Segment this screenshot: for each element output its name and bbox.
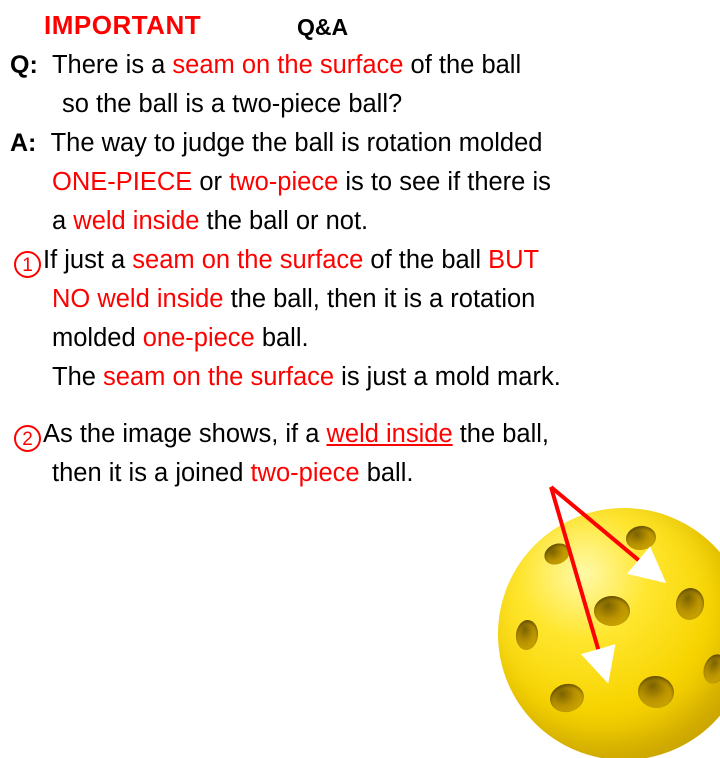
answer-text-line2-end: is to see if there is: [338, 168, 551, 196]
ball-hole: [700, 651, 720, 687]
item1-no-weld: NO weld inside: [52, 285, 224, 313]
question-text-a: There is a: [51, 51, 173, 79]
answer-or: or: [192, 168, 230, 196]
ball-hole: [541, 540, 573, 569]
ball-image: [498, 508, 720, 758]
item1-one-piece: one-piece: [142, 324, 255, 352]
item-1-line-4: [0, 358, 720, 397]
item-2-line-2: [0, 454, 720, 493]
ball-hole: [624, 524, 657, 552]
answer-line-2: [0, 163, 720, 202]
question-text-c: of the ball: [403, 51, 522, 79]
weld-inside-term: weld inside: [73, 207, 200, 235]
circled-number-2: 2: [14, 425, 41, 452]
question-colon: :: [29, 51, 38, 79]
item1-but: BUT: [488, 246, 540, 274]
item1-text-line2-b: the ball, then it is a rotation: [223, 285, 536, 313]
ball-hole: [594, 596, 630, 626]
item1-text-line3-a: molded: [52, 324, 143, 352]
item2-text-c: the ball,: [452, 420, 550, 448]
ball-hole: [547, 681, 586, 715]
item1-text-a: If just a: [43, 246, 133, 274]
item2-text-a: As the image shows, if a: [43, 420, 327, 448]
item2-two-piece: two-piece: [250, 459, 360, 487]
circled-number-1: 1: [14, 251, 41, 278]
paragraph-gap: [0, 397, 720, 415]
question-text-line2: so the ball is a two-piece ball?: [62, 90, 403, 118]
answer-text-line3-c: the ball or not.: [199, 207, 369, 235]
answer-line-3: [0, 202, 720, 241]
question-line-1: [0, 46, 720, 85]
qa-heading: Q&A: [297, 14, 349, 40]
item1-text-line4-a: The: [52, 363, 104, 391]
item1-text-line3-c: ball.: [254, 324, 309, 352]
two-piece-term: two-piece: [229, 168, 339, 196]
question-label: Q: [10, 51, 30, 79]
item1-seam-phrase: seam on the surface: [132, 246, 364, 274]
answer-text-line1: The way to judge the ball is rotation molded: [50, 129, 543, 157]
answer-line-1: [0, 124, 720, 163]
item-1-line-1: [0, 241, 720, 280]
item2-text-line2-a: then it is a joined: [52, 459, 251, 487]
answer-text-line3-a: a: [52, 207, 74, 235]
item1-seam-phrase-2: seam on the surface: [103, 363, 335, 391]
header: [0, 6, 720, 44]
item2-text-line2-c: ball.: [359, 459, 414, 487]
question-line-2: [0, 85, 720, 124]
yellow-ball: [498, 508, 720, 758]
item1-text-c: of the ball: [363, 246, 489, 274]
important-heading: IMPORTANT: [44, 10, 202, 40]
ball-hole: [514, 619, 539, 651]
ball-hole: [673, 586, 706, 622]
item1-text-line4-c: is just a mold mark.: [334, 363, 561, 391]
item-2-line-1: [0, 415, 720, 454]
item-1-line-3: [0, 319, 720, 358]
qa-body: [0, 46, 720, 493]
ball-hole: [636, 674, 676, 711]
item2-weld-inside: weld inside: [326, 420, 453, 448]
item-1-line-2: [0, 280, 720, 319]
question-seam-phrase: seam on the surface: [172, 51, 404, 79]
one-piece-term: ONE-PIECE: [52, 168, 193, 196]
answer-label: A:: [10, 129, 37, 157]
